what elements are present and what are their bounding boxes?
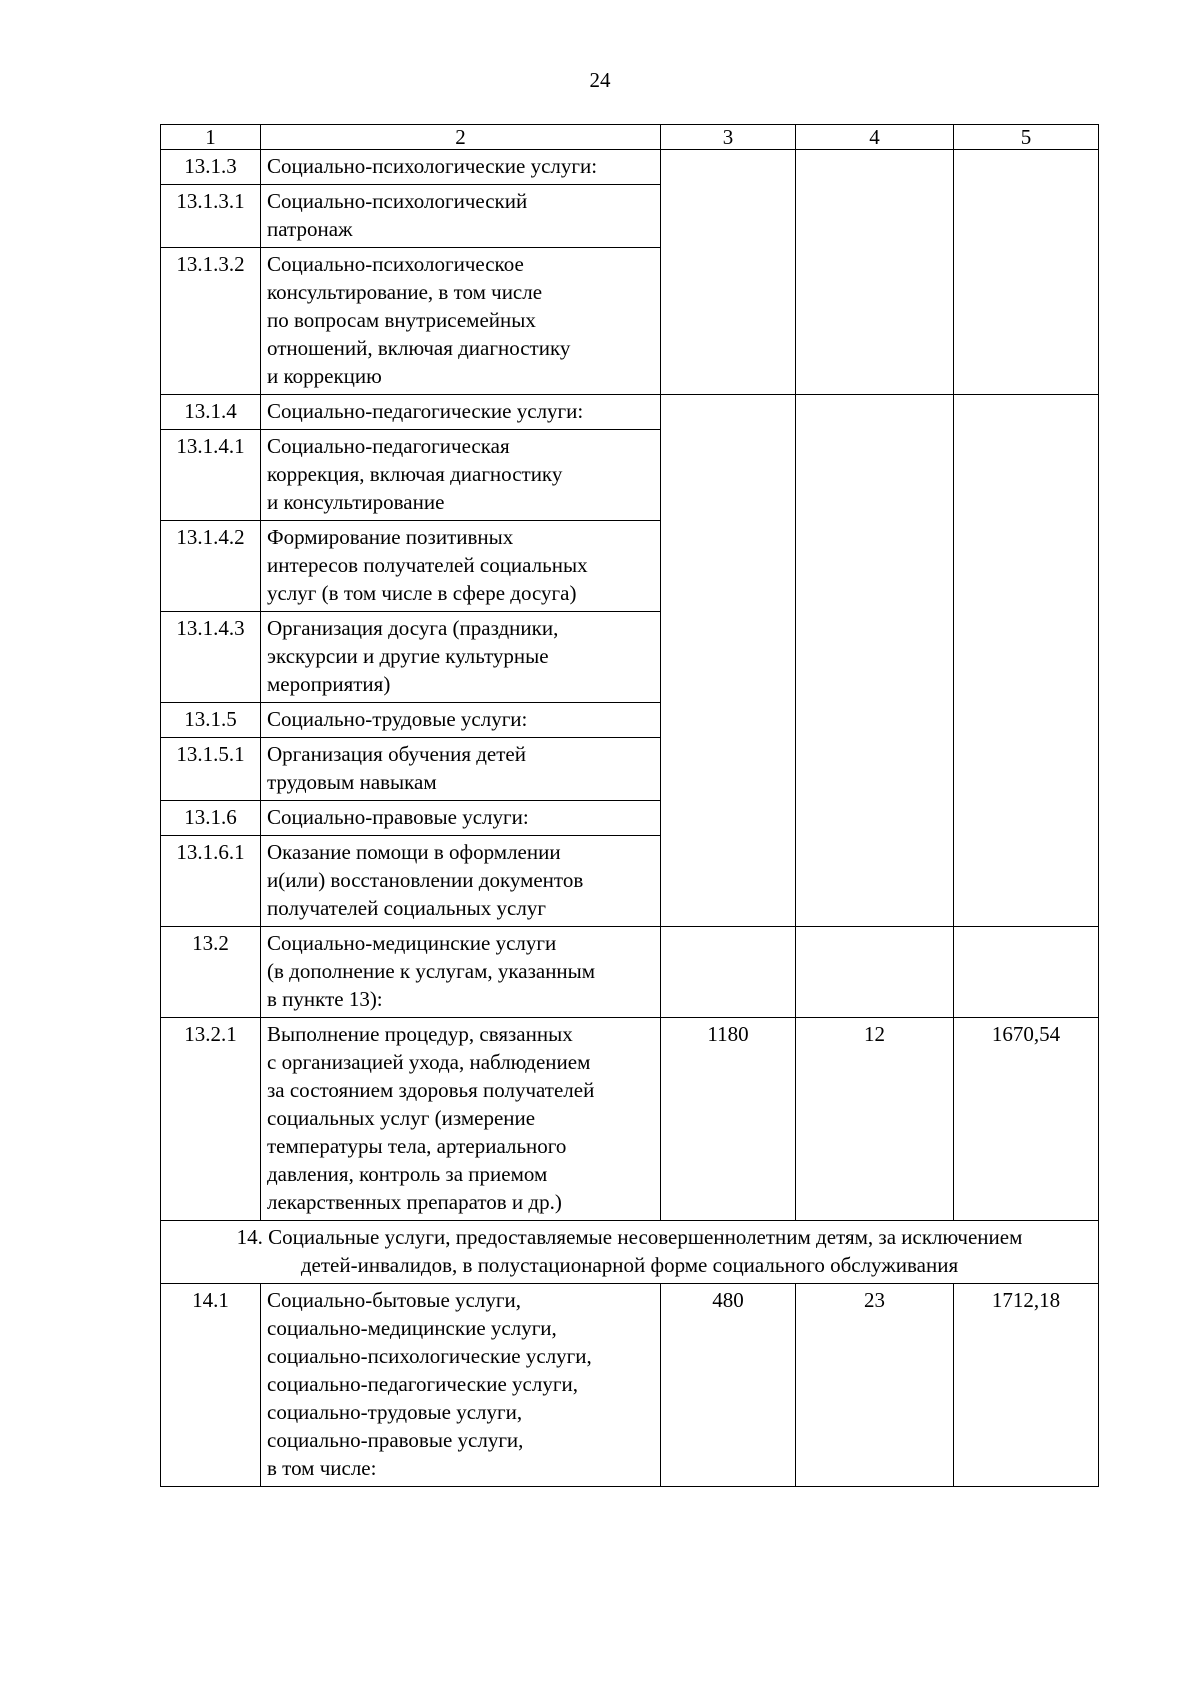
value-col-4: 23 bbox=[796, 1284, 954, 1487]
value-col-4: 12 bbox=[796, 1018, 954, 1221]
empty-cell bbox=[796, 150, 954, 395]
row-text: Социально-психологический патронаж bbox=[261, 185, 661, 248]
value-col-5: 1712,18 bbox=[954, 1284, 1099, 1487]
row-text: Социально-правовые услуги: bbox=[261, 801, 661, 836]
row-number: 14.1 bbox=[161, 1284, 261, 1487]
row-text: Оказание помощи в оформлении и(или) восстановлении документов получателей социальных услуг bbox=[261, 836, 661, 927]
row-text: Формирование позитивных интересов получателей социальных услуг (в том числе в сфере досуга) bbox=[261, 521, 661, 612]
row-number: 13.1.4.2 bbox=[161, 521, 261, 612]
row-number: 13.1.3.2 bbox=[161, 248, 261, 395]
row-text: Социально-медицинские услуги (в дополнение к услугам, указанным в пункте 13): bbox=[261, 927, 661, 1018]
row-text: Организация досуга (праздники, экскурсии и другие культурные мероприятия) bbox=[261, 612, 661, 703]
table-row bbox=[161, 927, 1099, 1018]
empty-cell bbox=[661, 927, 796, 1018]
row-number: 13.1.3 bbox=[161, 150, 261, 185]
empty-cell bbox=[661, 150, 796, 395]
value-col-3: 1180 bbox=[661, 1018, 796, 1221]
row-number: 13.1.6.1 bbox=[161, 836, 261, 927]
row-number: 13.1.5.1 bbox=[161, 738, 261, 801]
table-header-row bbox=[161, 125, 1099, 150]
row-number: 13.1.5 bbox=[161, 703, 261, 738]
table-row bbox=[161, 150, 1099, 185]
empty-cell bbox=[796, 395, 954, 927]
empty-cell bbox=[661, 395, 796, 927]
row-text: Выполнение процедур, связанных с организацией ухода, наблюдением за состоянием здоровья получателей социальных услуг (измерение температуры тела, артериального давления, контроль за приемом лекарственных препаратов и др.) bbox=[261, 1018, 661, 1221]
empty-cell bbox=[954, 395, 1099, 927]
row-text: Социально-бытовые услуги, социально-медицинские услуги, социально-психологические услуги, социально-педагогические услуги, социально-трудовые услуги, социально-правовые услуги, в том числе: bbox=[261, 1284, 661, 1487]
row-text: Социально-психологические услуги: bbox=[261, 150, 661, 185]
page-number: 24 bbox=[589, 68, 611, 92]
row-text: Социально-педагогическая коррекция, включая диагностику и консультирование bbox=[261, 430, 661, 521]
empty-cell bbox=[954, 927, 1099, 1018]
header-col-1: 1 bbox=[161, 125, 261, 150]
row-number: 13.2.1 bbox=[161, 1018, 261, 1221]
value-col-5: 1670,54 bbox=[954, 1018, 1099, 1221]
row-text: Социально-трудовые услуги: bbox=[261, 703, 661, 738]
row-number: 13.1.4 bbox=[161, 395, 261, 430]
table-row bbox=[161, 1018, 1099, 1221]
header-col-3: 3 bbox=[661, 125, 796, 150]
header-col-4: 4 bbox=[796, 125, 954, 150]
row-number: 13.1.4.1 bbox=[161, 430, 261, 521]
empty-cell bbox=[954, 150, 1099, 395]
row-number: 13.1.4.3 bbox=[161, 612, 261, 703]
row-number: 13.1.6 bbox=[161, 801, 261, 836]
value-col-3: 480 bbox=[661, 1284, 796, 1487]
row-text: Организация обучения детей трудовым навыкам bbox=[261, 738, 661, 801]
row-text: Социально-педагогические услуги: bbox=[261, 395, 661, 430]
header-col-5: 5 bbox=[954, 125, 1099, 150]
header-col-2: 2 bbox=[261, 125, 661, 150]
row-text: Социально-психологическое консультирование, в том числе по вопросам внутрисемейных отношений, включая диагностику и коррекцию bbox=[261, 248, 661, 395]
table-row bbox=[161, 1284, 1099, 1487]
services-table bbox=[160, 124, 1099, 1487]
row-number: 13.1.3.1 bbox=[161, 185, 261, 248]
section-row bbox=[161, 1221, 1099, 1284]
table-row bbox=[161, 395, 1099, 430]
empty-cell bbox=[796, 927, 954, 1018]
row-number: 13.2 bbox=[161, 927, 261, 1018]
section-heading: 14. Социальные услуги, предоставляемые несовершеннолетним детям, за исключением детей-инвалидов, в полустационарной форме социального обслуживания bbox=[161, 1221, 1099, 1284]
